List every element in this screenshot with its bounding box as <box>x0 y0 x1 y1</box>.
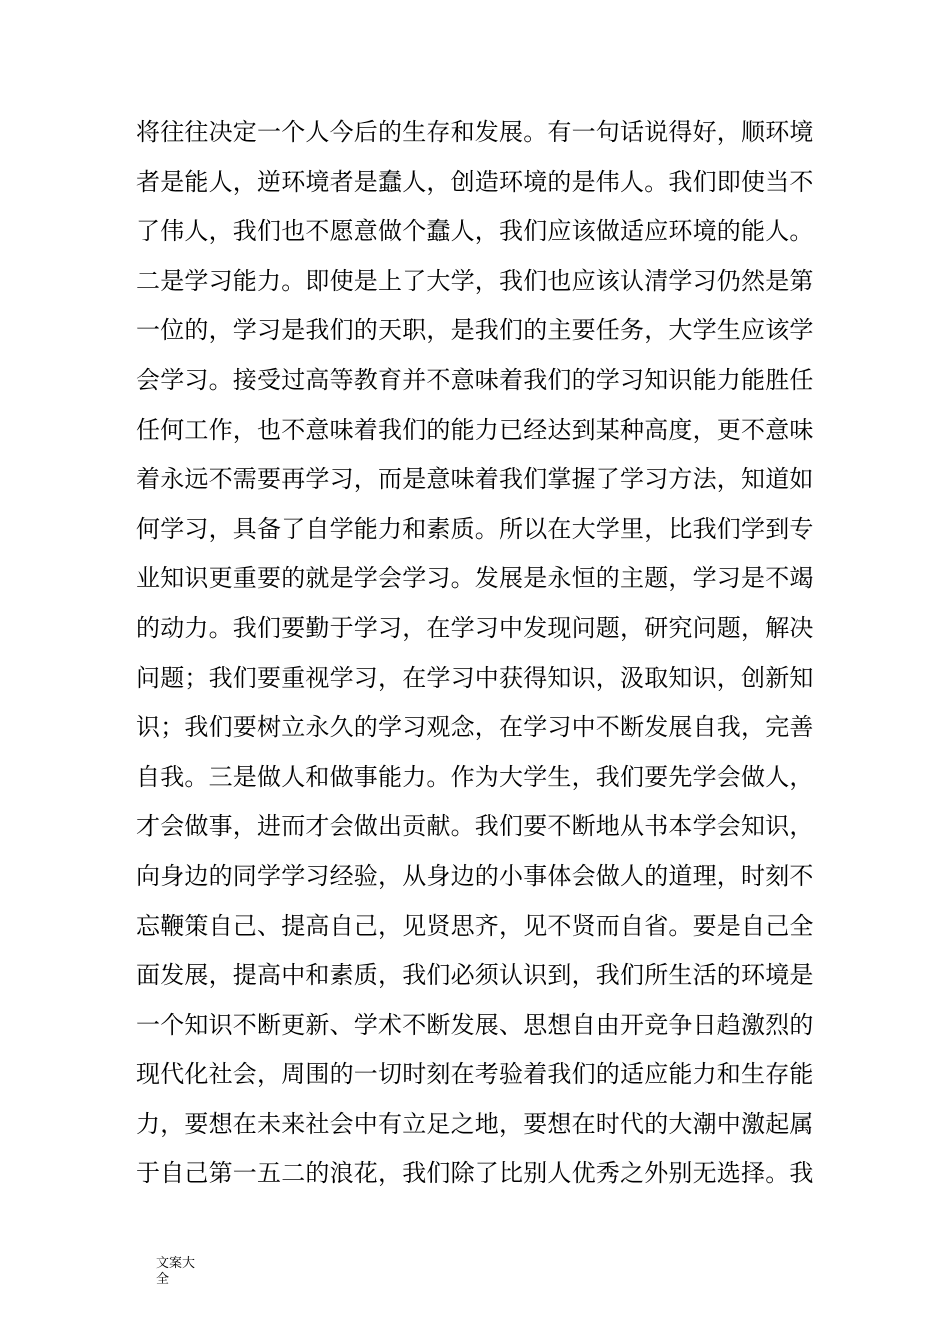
text-line: 忘鞭策自己、提高自己，见贤思齐，见不贤而自省。要是自己全 <box>136 911 814 940</box>
text-line: 任何工作，也不意味着我们的能力已经达到某种高度，更不意味 <box>136 415 814 444</box>
page-footer <box>156 1256 216 1288</box>
text-line: 向身边的同学学习经验，从身边的小事体会做人的道理，时刻不 <box>136 861 814 890</box>
body-text <box>136 108 836 1199</box>
text-line: 才会做事，进而才会做出贡献。我们要不断地从书本学会知识， <box>136 812 814 841</box>
text-line: 问题；我们要重视学习，在学习中获得知识，汲取知识，创新知 <box>136 663 814 692</box>
text-line: 业知识更重要的就是学会学习。发展是永恒的主题，学习是不竭 <box>136 564 814 593</box>
text-line: 力，要想在未来社会中有立足之地，要想在时代的大潮中激起属 <box>136 1109 814 1138</box>
text-line: 自我。三是做人和做事能力。作为大学生，我们要先学会做人， <box>136 762 814 791</box>
text-line: 会学习。接受过高等教育并不意味着我们的学习知识能力能胜任 <box>136 365 814 394</box>
text-line: 着永远不需要再学习，而是意味着我们掌握了学习方法，知道如 <box>136 465 814 494</box>
text-line: 者是能人，逆环境者是蠢人，创造环境的是伟人。我们即使当不 <box>136 167 814 196</box>
text-line: 何学习，具备了自学能力和素质。所以在大学里，比我们学到专 <box>136 514 814 543</box>
text-line: 识；我们要树立永久的学习观念，在学习中不断发展自我，完善 <box>136 713 814 742</box>
footer-label: 文案大 <box>156 1256 196 1271</box>
text-line: 面发展，提高中和素质，我们必须认识到，我们所生活的环境是 <box>136 961 814 990</box>
footer-label: 全 <box>156 1272 170 1287</box>
text-line: 一位的，学习是我们的天职，是我们的主要任务，大学生应该学 <box>136 316 814 345</box>
text-line: 了伟人，我们也不愿意做个蠢人，我们应该做适应环境的能人。 <box>136 217 814 246</box>
text-line: 将往往决定一个人今后的生存和发展。有一句话说得好，顺环境 <box>136 118 814 146</box>
text-line: 的动力。我们要勤于学习，在学习中发现问题，研究问题，解决 <box>136 613 814 642</box>
text-line: 于自己第一五二的浪花，我们除了比别人优秀之外别无选择。我 <box>136 1159 814 1188</box>
text-line: 二是学习能力。即使是上了大学，我们也应该认清学习仍然是第 <box>136 266 814 295</box>
text-line: 现代化社会，周围的一切时刻在考验着我们的适应能力和生存能 <box>136 1060 814 1089</box>
text-line: 一个知识不断更新、学术不断发展、思想自由开竞争日趋激烈的 <box>136 1010 814 1039</box>
